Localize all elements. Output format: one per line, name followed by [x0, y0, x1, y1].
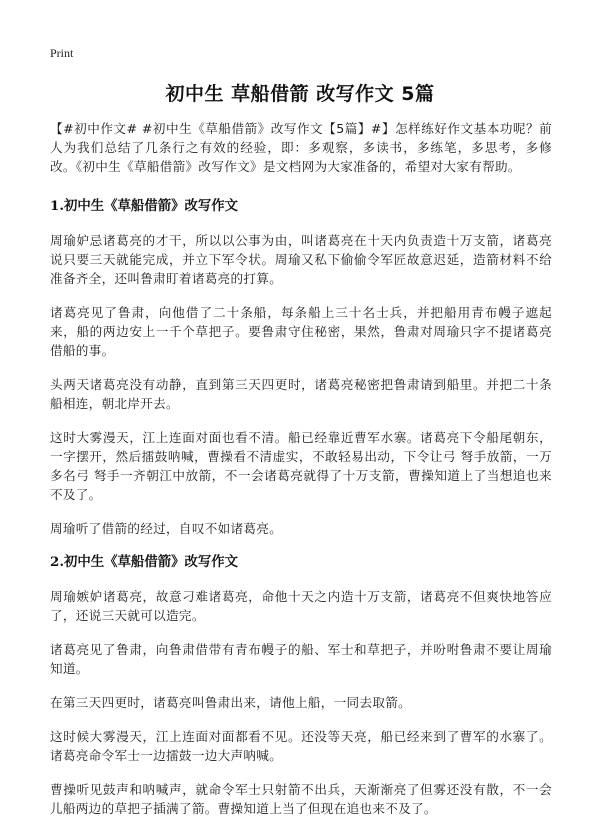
body-paragraph: 诸葛亮见了鲁肃，向他借了二十条船，每条船上三十名士兵，并把船用青布幔子遮起来，船的两边安上一千个草把子。要鲁肃守住秘密，果然，鲁肃对周瑜只字不提诸葛亮借船的事。	[50, 305, 552, 358]
document-title: 初中生 草船借箭 改写作文 5篇	[165, 83, 435, 105]
body-paragraph: 曹操听见鼓声和呐喊声，就命令军士只射箭不出兵，天渐渐亮了但雾还没有散，不一会儿船两边的草把子插满了箭。曹操知道上当了但现在追也来不及了。	[50, 782, 552, 816]
body-paragraph: 周瑜妒忌诸葛亮的才干，所以以公事为由，叫诸葛亮在十天内负责造十万支箭，诸葛亮说只要三天就能完成，并立下军令状。周瑜又私下偷偷令军匠故意迟延，造箭材料不给准备齐全，还叫鲁肃盯着诸葛亮的打算。	[50, 233, 552, 286]
essay-section-1	[50, 197, 552, 538]
body-paragraph: 这时大雾漫天，江上连面对面也看不清。船已经靠近曹军水寨。诸葛亮下令船尾朝东，一字摆开，然后擂鼓呐喊，曹操看不清虚实，不敢轻易出动，下令让弓 弩手放箭，一万多名弓 弩手一齐朝江中放箭，不一会诸葛亮就得了十万支箭，曹操知道上了当想追也来不及了。	[50, 430, 552, 502]
body-paragraph: 在第三天四更时，诸葛亮叫鲁肃出来，请他上船，一同去取箭。	[50, 695, 412, 710]
document-body	[50, 119, 552, 828]
section-heading: 2.初中生《草船借箭》改写作文	[50, 554, 239, 570]
body-paragraph: 头两天诸葛亮没有动静，直到第三天四更时，诸葛亮秘密把鲁肃请到船里。并把二十条船相连，朝北岸开去。	[50, 377, 552, 411]
body-paragraph: 这时候大雾漫天，江上连面对面都看不见。还没等天亮，船已经来到了曹军的水寨了。诸葛亮命令军士一边擂鼓一边大声呐喊。	[50, 729, 552, 763]
body-paragraph: 周瑜听了借箭的经过，自叹不如诸葛亮。	[50, 521, 283, 536]
print-label: Print	[50, 46, 74, 60]
essay-section-2	[50, 553, 552, 818]
section-heading: 1.初中生《草船借箭》改写作文	[50, 198, 239, 214]
intro-paragraph: 【#初中作文# #初中生《草船借箭》改写作文【5篇】#】怎样练好作文基本功呢？前人为我们总结了几条行之有效的经验，即：多观察，多读书，多练笔，多思考，多修改。《初中生《草船借箭》改写作文》是文档网为大家准备的，希望对大家有帮助。	[50, 121, 552, 174]
body-paragraph: 诸葛亮见了鲁肃，向鲁肃借带有青布幔子的船、军士和草把子，并吩咐鲁肃不要让周瑜知道。	[50, 642, 552, 676]
body-paragraph: 周瑜嫉妒诸葛亮，故意刁难诸葛亮，命他十天之内造十万支箭，诸葛亮不但爽快地答应了，还说三天就可以造完。	[50, 589, 552, 623]
